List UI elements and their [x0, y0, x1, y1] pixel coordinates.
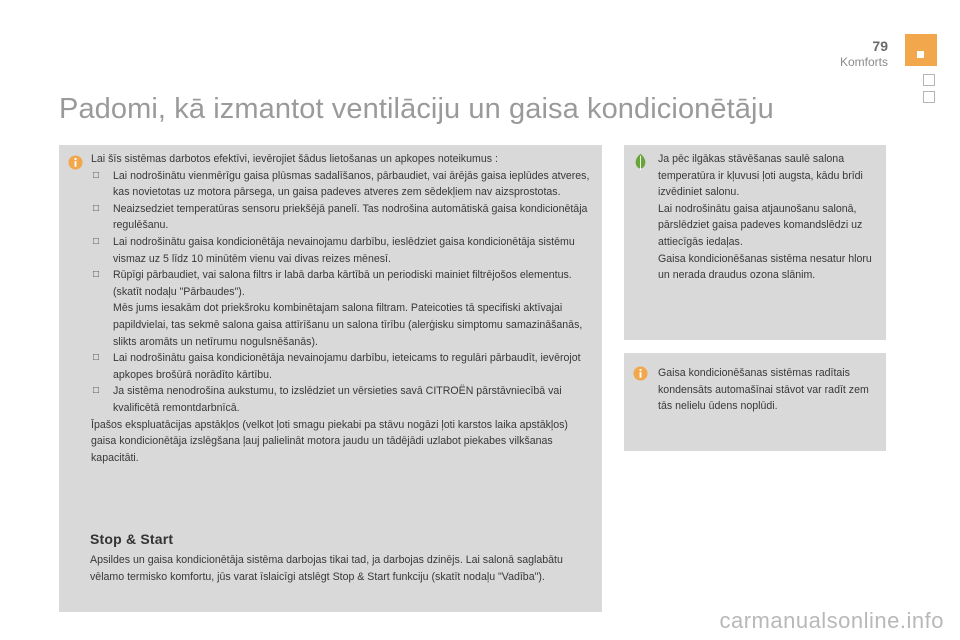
eco-tip-paragraph: Lai nodrošinātu gaisa atjaunošanu salonā, pārslēdziet gaisa padeves komandslēdzi uz attiecīgās iedaļas.: [658, 202, 863, 248]
intro-text: Lai šīs sistēmas darbotos efektīvi, ievērojiet šādus lietošanas un apkopes noteikumus :: [91, 153, 498, 165]
list-item: □ Neaizsedziet temperatūras sensoru priekšējā panelī. Tas nodrošina automātiskā gaisa kondicionētāja regulēšanu.: [93, 202, 588, 232]
info-icon: [633, 366, 648, 381]
page-number: 79: [872, 38, 888, 54]
watermark: carmanualsonline.info: [719, 608, 944, 633]
condensation-text: Gaisa kondicionēšanas sistēmas radītais kondensāts automašīnai stāvot var radīt zem tās nelielu ūdens noplūdi.: [658, 367, 869, 413]
eco-tip-box: [624, 145, 886, 340]
leaf-icon: [633, 153, 648, 171]
checkbox-bullet-icon: □: [93, 235, 100, 247]
checkbox-bullet-icon: □: [93, 202, 100, 214]
list-item: □ Lai nodrošinātu vienmērīgu gaisa plūsmas sadalīšanos, pārbaudiet, vai ārējās gaisa ieplūdes atveres, kas novietotas uz motora pārsega, un gaisa padeves atveres zem sēdekļiem nav aizsprostotas.: [93, 169, 590, 199]
eco-tip-paragraph: Ja pēc ilgākas stāvēšanas saulē salona temperatūra ir kļuvusi ļoti augsta, kādu brīdi izvēdiniet salonu.: [658, 153, 863, 199]
stop-start-text: Apsildes un gaisa kondicionētāja sistēma darbojas tikai tad, ja darbojas dzinējs. Lai salonā saglabātu vēlamo termisko komfortu, jūs varat īslaicīgi atslēgt Stop & Start funkciju (skatīt nodaļu "Vadība").: [90, 554, 563, 583]
section-tab: [905, 34, 937, 66]
condensation-info-box: [624, 353, 886, 451]
list-item: □ Rūpīgi pārbaudiet, vai salona filtrs ir labā darba kārtībā un periodiski mainiet filtrējošos elementus. (skatīt nodaļu "Pārbaudes").: [93, 269, 572, 298]
tab-marker-icon: [917, 51, 924, 58]
page-title: Padomi, kā izmantot ventilāciju un gaisa kondicionētāju: [59, 93, 774, 125]
main-info-box: [59, 145, 602, 612]
list-item: □ Lai nodrošinātu gaisa kondicionētāja nevainojamu darbību, ieteicams to regulāri pārbaudīt, ievērojot apkopes brošūrā norādīto kārtību.: [93, 352, 581, 381]
eco-tip-text: [658, 151, 880, 284]
list-item: □ Lai nodrošinātu gaisa kondicionētāja nevainojamu darbību, ieslēdziet gaisa kondicionētāja sistēmu vismaz uz 5 līdz 10 minūtēm vienu vai divas reizes mēnesī.: [93, 235, 575, 265]
checkbox-bullet-icon: □: [93, 352, 100, 364]
list-item: □ Ja sistēma nenodrošina aukstumu, to izslēdziet un vērsieties savā CITROËN pārstāvniecībā vai kvalificētā remontdarbnīcā.: [93, 385, 562, 414]
main-text-block: [91, 151, 596, 466]
special-conditions-text: Īpašos ekspluatācijas apstākļos (velkot ļoti smagu piekabi pa stāvu nogāzi ļoti karstos laika apstākļos) gaisa kondicionētāja izslēgšana ļauj palielināt motora jaudu un tādējādi uzlabot piekabes vilkšanas kapacitāti.: [91, 418, 568, 464]
checkbox-bullet-icon: □: [93, 385, 100, 397]
eco-tip-paragraph: Gaisa kondicionēšanas sistēma nesatur hloru un nerada draudus ozona slānim.: [658, 252, 872, 282]
chapter-marker-square: [923, 91, 935, 103]
section-name: Komforts: [839, 55, 888, 69]
stop-start-heading: Stop & Start: [90, 531, 174, 547]
filter-note: Mēs jums iesakām dot priekšroku kombinētajam salona filtram. Pateicoties tā specifiski aktīvajai papildvielai, tas sekmē salona gaisa attīrīšanu un salona tīrību (alerģisku simptomu samazināšanās, slikts aromāts un netīrumu nogulsnēšanās).: [113, 302, 583, 348]
checkbox-bullet-icon: □: [93, 269, 100, 281]
checkbox-bullet-icon: □: [93, 169, 100, 181]
chapter-marker-square: [923, 74, 935, 86]
info-icon: [68, 155, 83, 170]
